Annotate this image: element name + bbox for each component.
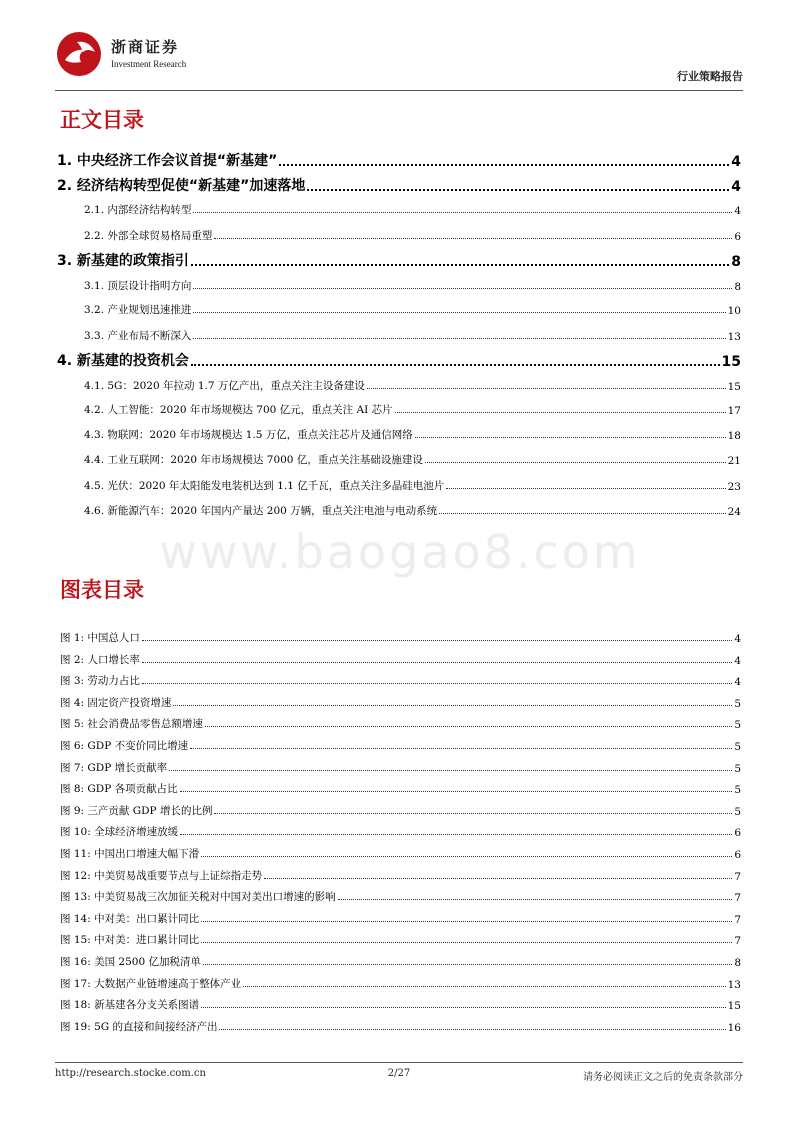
leader-dots	[201, 856, 732, 857]
toc-entry-title: 2.2. 外部全球贸易格局重塑	[84, 230, 213, 242]
page-number: 2/27	[387, 1068, 411, 1079]
toc-entry-page: 24	[727, 506, 741, 518]
toc-section-entry[interactable]	[84, 478, 741, 493]
leader-dots	[446, 488, 725, 489]
figure-entry[interactable]	[60, 630, 741, 645]
toc-entry-title: 2. 经济结构转型促使“新基建”加速落地	[57, 178, 306, 194]
figure-entry-page: 4	[734, 676, 741, 688]
leader-dots	[191, 364, 720, 366]
leader-dots	[367, 388, 726, 389]
figure-entry[interactable]	[60, 1019, 741, 1034]
toc-entry-page: 4	[734, 205, 741, 217]
figure-entry-title: 图 2: 人口增长率	[60, 654, 140, 666]
leader-dots	[193, 288, 732, 289]
toc-entry-page: 6	[734, 231, 741, 243]
figure-entry-title: 图 4: 固定资产投资增速	[60, 697, 172, 709]
figure-entry-title: 图 3: 劳动力占比	[60, 675, 140, 687]
figure-entry[interactable]	[60, 846, 741, 861]
figure-entry-page: 5	[734, 763, 741, 775]
leader-dots	[142, 662, 732, 663]
figure-entry-page: 5	[734, 698, 741, 710]
toc-section-entry[interactable]	[84, 427, 741, 442]
watermark: www.baogao8.com	[159, 525, 641, 579]
toc-section-entry[interactable]	[84, 302, 741, 317]
figure-entry[interactable]	[60, 781, 741, 796]
toc-entry-page: 21	[727, 455, 741, 467]
toc-entry-page: 13	[727, 331, 741, 343]
toc-entry-title: 4.6. 新能源汽车：2020 年国内产量达 200 万辆，重点关注电池与电动系统	[84, 505, 438, 517]
figure-entry[interactable]	[60, 932, 741, 947]
figure-entry-page: 4	[734, 655, 741, 667]
toc-entry-title: 3.2. 产业规划迅速推进	[84, 304, 192, 316]
leader-dots	[201, 942, 732, 943]
leader-dots	[180, 834, 732, 835]
brand-name-en: Investment Research	[111, 59, 187, 69]
toc-entry-title: 2.1. 内部经济结构转型	[84, 204, 192, 216]
leader-dots	[243, 986, 726, 987]
toc-entry-page: 18	[727, 430, 741, 442]
toc-chapter-entry[interactable]	[57, 150, 741, 170]
figure-entry-title: 图 10: 全球经济增速放缓	[60, 826, 179, 838]
leader-dots	[425, 462, 726, 463]
toc-entry-page: 10	[727, 305, 741, 317]
toc-section-entry[interactable]	[84, 378, 741, 393]
page-header	[55, 30, 743, 88]
figure-entry[interactable]	[60, 760, 741, 775]
leader-dots	[193, 312, 725, 313]
toc-chapter-entry[interactable]	[57, 175, 741, 195]
figure-entry[interactable]	[60, 976, 741, 991]
toc-entry-page: 8	[731, 254, 741, 270]
toc-entry-title: 1. 中央经济工作会议首提“新基建”	[57, 153, 278, 169]
figure-entry-title: 图 9: 三产贡献 GDP 增长的比例	[60, 805, 213, 817]
leader-dots	[415, 437, 726, 438]
leader-dots	[191, 264, 729, 266]
brand-name-cn: 浙商证券	[111, 38, 180, 56]
figure-entry[interactable]	[60, 738, 741, 753]
leader-dots	[193, 338, 725, 339]
figure-entry-title: 图 11: 中国出口增速大幅下滑	[60, 848, 200, 860]
figure-entry-page: 5	[734, 784, 741, 796]
header-divider	[55, 90, 743, 91]
figure-entry-title: 图 13: 中美贸易战三次加征关税对中国对美出口增速的影响	[60, 891, 336, 903]
leader-dots	[193, 212, 732, 213]
figure-entry-page: 7	[734, 935, 741, 947]
figure-entry-page: 6	[734, 827, 741, 839]
figure-entry[interactable]	[60, 954, 741, 969]
figure-entry[interactable]	[60, 652, 741, 667]
figure-entry-title: 图 7: GDP 增长贡献率	[60, 762, 168, 774]
brand-name	[111, 36, 186, 69]
figure-entry-title: 图 17: 大数据产业链增速高于整体产业	[60, 978, 242, 990]
leader-dots	[169, 770, 732, 771]
figure-entry[interactable]	[60, 673, 741, 688]
figure-entry-title: 图 18: 新基建各分支关系图谱	[60, 999, 200, 1011]
leader-dots	[264, 878, 732, 879]
figure-entry-page: 4	[734, 633, 741, 645]
figure-entry[interactable]	[60, 824, 741, 839]
brand-logo-icon	[55, 30, 103, 78]
leader-dots	[180, 791, 733, 792]
leader-dots	[142, 683, 732, 684]
figure-entry[interactable]	[60, 716, 741, 731]
disclaimer-note: 请务必阅读正文之后的免责条款部分	[583, 1072, 743, 1083]
toc-section-entry[interactable]	[84, 328, 741, 343]
leader-dots	[279, 164, 729, 166]
figure-entry-page: 8	[734, 957, 741, 969]
toc-entry-title: 4. 新基建的投资机会	[57, 353, 189, 369]
figure-entry-title: 图 5: 社会消费品零售总额增速	[60, 718, 203, 730]
toc-entry-page: 23	[727, 481, 741, 493]
toc-entry-title: 4.1. 5G：2020 年拉动 1.7 万亿产出，重点关注主设备建设	[84, 380, 365, 392]
toc-entry-page: 8	[734, 281, 741, 293]
figure-entry[interactable]	[60, 889, 741, 904]
figure-entry-page: 7	[734, 871, 741, 883]
figure-entry-title: 图 1: 中国总人口	[60, 632, 140, 644]
report-type: 行业策略报告	[677, 70, 743, 83]
toc-section-entry[interactable]	[84, 202, 741, 217]
toc-entry-title: 4.4. 工业互联网：2020 年市场规模达 7000 亿，重点关注基础设施建设	[84, 454, 423, 466]
toc-section-entry[interactable]	[84, 278, 741, 293]
toc-section-entry[interactable]	[84, 228, 741, 243]
figure-entry-page: 13	[727, 979, 741, 991]
leader-dots	[395, 412, 726, 413]
figure-entry[interactable]	[60, 868, 741, 883]
leader-dots	[439, 513, 725, 514]
leader-dots	[190, 748, 732, 749]
toc-entry-page: 4	[731, 179, 741, 195]
leader-dots	[307, 189, 729, 191]
leader-dots	[338, 899, 733, 900]
toc-entry-title: 4.2. 人工智能：2020 年市场规模达 700 亿元，重点关注 AI 芯片	[84, 404, 393, 416]
toc-section-entry[interactable]	[84, 503, 741, 518]
figure-entry-title: 图 6: GDP 不变价同比增速	[60, 740, 189, 752]
leader-dots	[214, 813, 732, 814]
toc-entry-page: 15	[721, 354, 741, 370]
leader-dots	[142, 640, 732, 641]
figure-entry-title: 图 15: 中对美：进口累计同比	[60, 934, 200, 946]
toc-entry-page: 15	[727, 381, 741, 393]
toc-entry-title: 4.3. 物联网：2020 年市场规模达 1.5 万亿，重点关注芯片及通信网络	[84, 429, 413, 441]
footer-divider	[55, 1062, 743, 1063]
leader-dots	[203, 964, 732, 965]
toc-entry-title: 3.3. 产业布局不断深入	[84, 330, 192, 342]
figure-entry[interactable]	[60, 911, 741, 926]
figure-entry-title: 图 8: GDP 各项贡献占比	[60, 783, 178, 795]
figure-entry-page: 15	[727, 1000, 741, 1012]
leader-dots	[173, 705, 732, 706]
leader-dots	[219, 1029, 725, 1030]
figure-entry-title: 图 12: 中美贸易战重要节点与上证综指走势	[60, 870, 263, 882]
figure-entry-page: 7	[734, 892, 741, 904]
figure-entry-page: 16	[727, 1022, 741, 1034]
toc-section-entry[interactable]	[84, 402, 741, 417]
figure-entry-page: 6	[734, 849, 741, 861]
figure-entry[interactable]	[60, 997, 741, 1012]
toc-chapter-entry[interactable]	[57, 350, 741, 370]
toc-title: 正文目录	[60, 108, 144, 132]
figure-entry[interactable]	[60, 695, 741, 710]
leader-dots	[201, 1007, 726, 1008]
figure-entry[interactable]	[60, 803, 741, 818]
leader-dots	[205, 726, 732, 727]
figure-entry-page: 7	[734, 914, 741, 926]
figure-entry-title: 图 16: 美国 2500 亿加税清单	[60, 956, 201, 968]
figure-entry-title: 图 14: 中对美：出口累计同比	[60, 913, 200, 925]
figure-entry-page: 5	[734, 741, 741, 753]
toc-entry-title: 4.5. 光伏：2020 年太阳能发电装机达到 1.1 亿千瓦，重点关注多晶硅电池片	[84, 480, 445, 492]
figures-title: 图表目录	[60, 578, 144, 602]
leader-dots	[214, 238, 732, 239]
figure-entry-page: 5	[734, 719, 741, 731]
toc-entry-title: 3.1. 顶层设计指明方向	[84, 280, 192, 292]
figure-entry-page: 5	[734, 806, 741, 818]
toc-chapter-entry[interactable]	[57, 250, 741, 270]
figure-entry-title: 图 19: 5G 的直接和间接经济产出	[60, 1021, 218, 1033]
toc-entry-title: 3. 新基建的政策指引	[57, 253, 189, 269]
toc-section-entry[interactable]	[84, 452, 741, 467]
leader-dots	[201, 921, 732, 922]
toc-entry-page: 4	[731, 154, 741, 170]
footer-url[interactable]: http://research.stocke.com.cn	[55, 1068, 206, 1079]
toc-entry-page: 17	[727, 405, 741, 417]
